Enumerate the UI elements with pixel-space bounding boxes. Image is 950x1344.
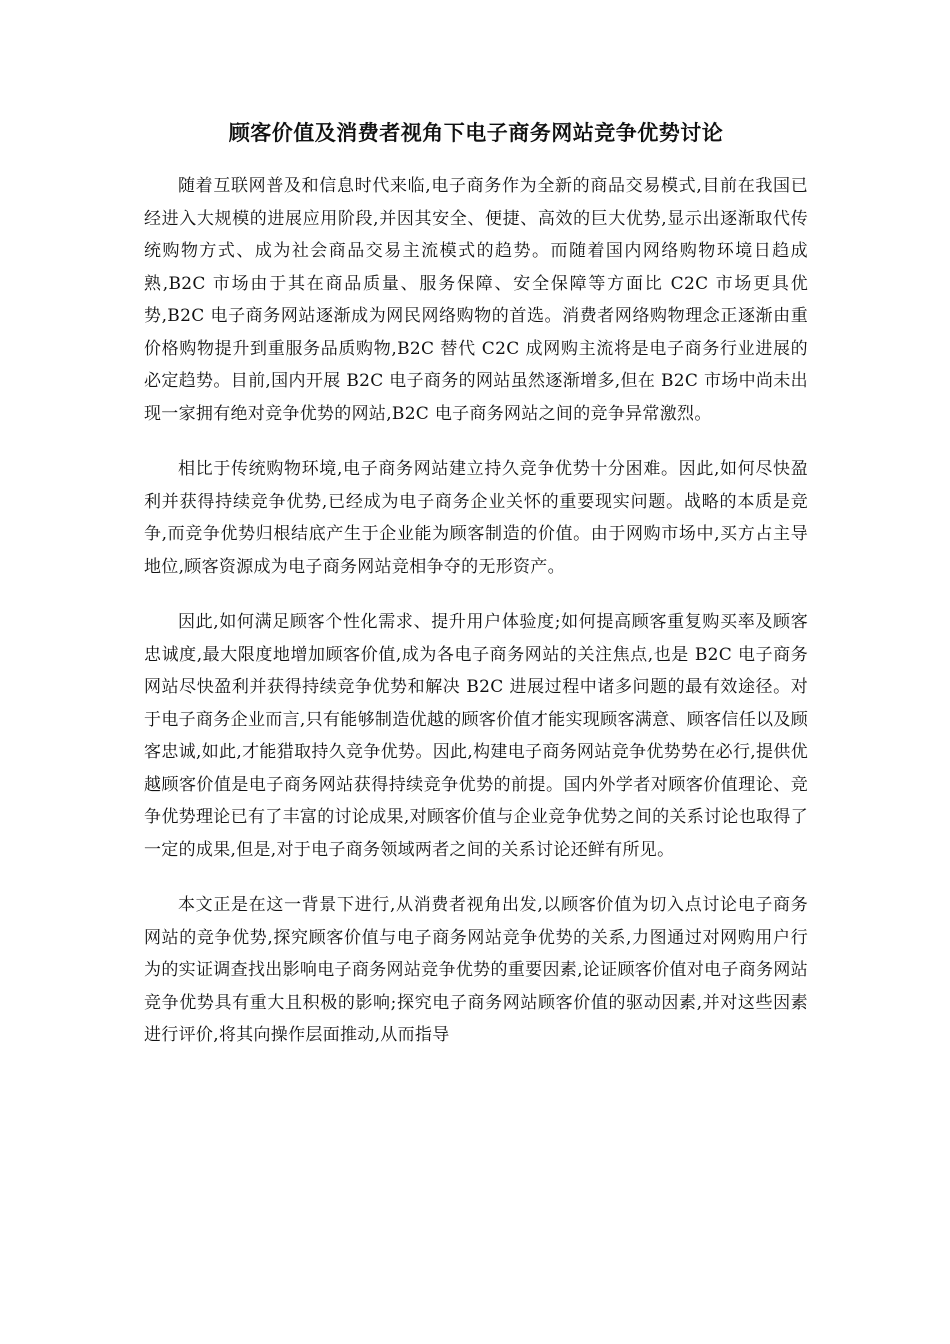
- paragraph-2: 相比于传统购物环境,电子商务网站建立持久竞争优势十分困难。因此,如何尽快盈利并获得持续竞争优势,已经成为电子商务企业关怀的重要现实问题。战略的本质是竞争,而竞争优势归根结底产生于企业能为顾客制造的价值。由于网购市场中,买方占主导地位,顾客资源成为电子商务网站竞相争夺的无形资产。: [144, 459, 808, 577]
- paragraph-3: 因此,如何满足顾客个性化需求、提升用户体验度;如何提高顾客重复购买率及顾客忠诚度,最大限度地增加顾客价值,成为各电子商务网站的关注焦点,也是 B2C 电子商务网站尽快盈利并获得持续竞争优势和解决 B2C 进展过程中诸多问题的最有效途径。对于电子商务企业而言,只有能够制造优越的顾客价值才能实现顾客满意、顾客信任以及顾客忠诚,如此,才能猎取持久竞争优势。因此,构建电子商务网站竞争优势势在必行,提供优越顾客价值是电子商务网站获得持续竞争优势的前提。国内外学者对顾客价值理论、竞争优势理论已有了丰富的讨论成果,对顾客价值与企业竞争优势之间的关系讨论也取得了一定的成果,但是,对于电子商务领域两者之间的关系讨论还鲜有所见。: [144, 612, 808, 860]
- paragraph-1: 随着互联网普及和信息时代来临,电子商务作为全新的商品交易模式,目前在我国已经进入大规模的进展应用阶段,并因其安全、便捷、高效的巨大优势,显示出逐渐取代传统购物方式、成为社会商品交易主流模式的趋势。而随着国内网络购物环境日趋成熟,B2C 市场由于其在商品质量、服务保障、安全保障等方面比 C2C 市场更具优势,B2C 电子商务网站逐渐成为网民网络购物的首选。消费者网络购物理念正逐渐由重价格购物提升到重服务品质购物,B2C 替代 C2C 成网购主流将是电子商务行业进展的必定趋势。目前,国内开展 B2C 电子商务的网站虽然逐渐增多,但在 B2C 市场中尚未出现一家拥有绝对竞争优势的网站,B2C 电子商务网站之间的竞争异常激烈。: [144, 176, 808, 424]
- paragraph-4: 本文正是在这一背景下进行,从消费者视角出发,以顾客价值为切入点讨论电子商务网站的竞争优势,探究顾客价值与电子商务网站竞争优势的关系,力图通过对网购用户行为的实证调查找出影响电子商务网站竞争优势的重要因素,论证顾客价值对电子商务网站竞争优势具有重大且积极的影响;探究电子商务网站顾客价值的驱动因素,并对这些因素进行评价,将其向操作层面推动,从而指导: [144, 895, 808, 1045]
- document-title: 顾客价值及消费者视角下电子商务网站竞争优势讨论: [228, 121, 724, 145]
